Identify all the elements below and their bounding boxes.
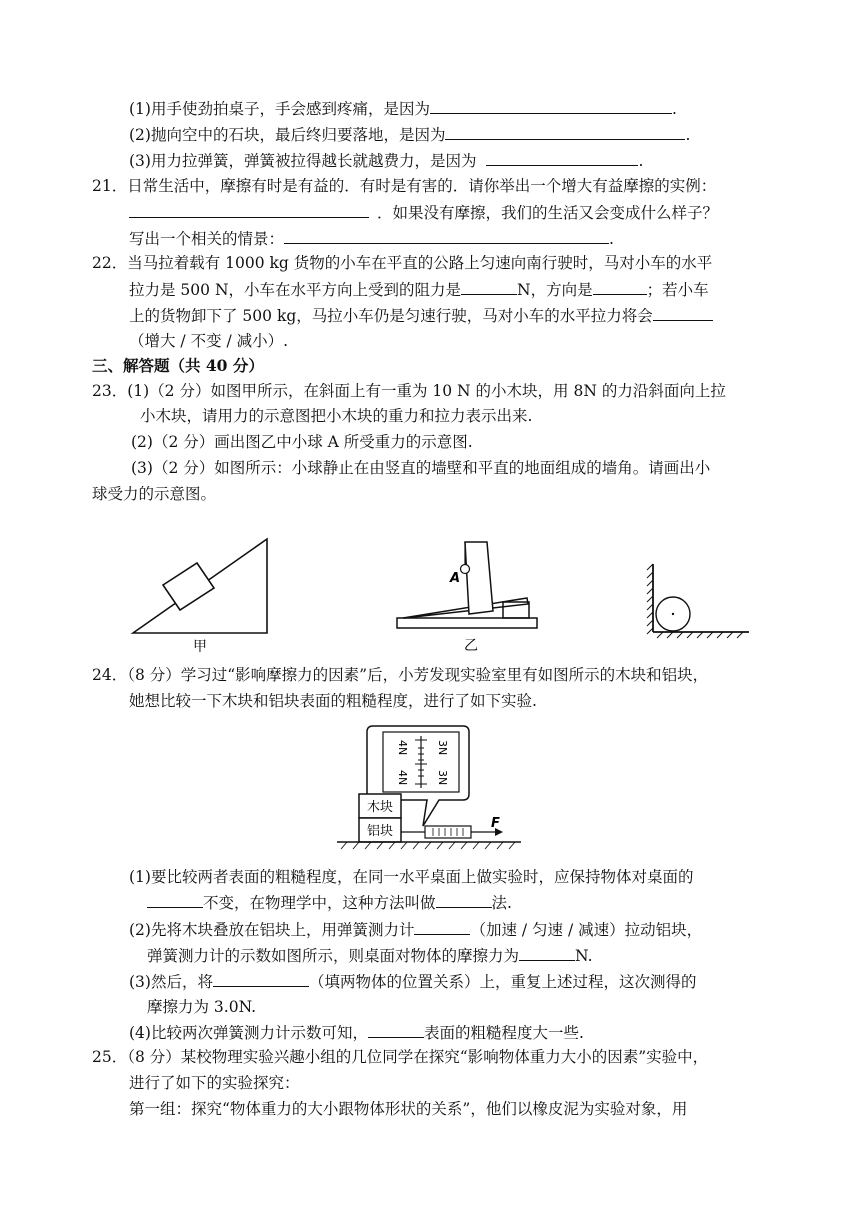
q24-line-1: 24．（8 分）学习过“影响摩擦力的因素”后，小芳发现实验室里有如图所示的木块和铝块， xyxy=(92,666,709,684)
zoom-label-4n-top: 4N xyxy=(396,740,409,756)
wall-hatching xyxy=(647,564,653,634)
q24-p2-line-2: 弹簧测力计的示数如图所示，则桌面对物体的摩擦力为 N. xyxy=(147,947,593,965)
base-board xyxy=(397,618,537,628)
q23-line-4: (3)（2 分）如图所示：小球静止在由竖直的墙壁和平直的地面组成的墙角。请画出小 xyxy=(131,459,711,477)
q23-line-5: 球受力的示意图。 xyxy=(92,485,217,503)
answer-blank[interactable] xyxy=(430,98,672,114)
answer-blank[interactable] xyxy=(593,279,647,295)
q20-line-3: (3)用力拉弹簧，弹簧被拉得越长就越费力，是因为 . xyxy=(129,152,644,170)
q23-line-1: 23．(1)（2 分）如图甲所示，在斜面上有一重为 10 N 的小木块，用 8N 的力沿斜面向上拉 xyxy=(92,382,726,400)
answer-blank[interactable] xyxy=(445,124,685,140)
q24-p2-line-1: (2)先将木块叠放在铝块上，用弹簧测力计 （加速 / 匀速 / 减速）拉动铝块， xyxy=(129,921,703,939)
q24-p4-line-1: (4)比较两次弹簧测力计示数可知， 表面的粗糙程度大一些. xyxy=(129,1024,584,1042)
q22-line-3: 上的货物卸下了 500 kg，马拉小车仍是匀速行驶，马对小车的水平拉力将会 xyxy=(129,305,713,326)
label-wood: 木块 xyxy=(366,800,394,815)
q24-p1-line-1: (1)要比较两者表面的粗糙程度，在同一水平桌面上做实验时，应保持物体对桌面的 xyxy=(129,868,694,886)
q24-p3-line-1: (3)然后，将 （填两物体的位置关系）上，重复上述过程，这次测得的 xyxy=(129,973,697,991)
q24-p1-line-2: 不变，在物理学中，这种方法叫做 法. xyxy=(147,892,512,913)
q22-line-1: 22．当马拉着载有 1000 kg 货物的小车在平直的公路上匀速向南行驶时，马对小车的水平 xyxy=(92,254,713,272)
ball-a xyxy=(461,565,470,574)
answer-blank[interactable] xyxy=(414,919,470,935)
answer-blank[interactable] xyxy=(653,305,713,321)
label-aluminum: 铝块 xyxy=(366,824,394,839)
q23-line-2: 小木块，请用力的示意图把小木块的重力和拉力表示出来. xyxy=(140,407,533,425)
zoom-label-3n-top: 3N xyxy=(436,740,449,756)
q21-line-3: 写出一个相关的情景： . xyxy=(129,230,614,248)
figure-jia-incline xyxy=(125,535,285,655)
q21-line-2: ．如果没有摩擦，我们的生活又会变成什么样子？ xyxy=(129,202,718,223)
answer-blank[interactable] xyxy=(129,202,369,218)
wooden-block xyxy=(163,563,214,610)
q20-line-1: (1)用手使劲拍桌子，手会感到疼痛，是因为 . xyxy=(129,100,677,118)
q24-p3-line-2: 摩擦力为 3.0N. xyxy=(147,998,257,1016)
label-force-f: F xyxy=(491,816,500,831)
section-title: 三、解答题（共 40 分） xyxy=(92,356,264,375)
q20-line-2: (2)抛向空中的石块，最后终归要落地，是因为 . xyxy=(129,126,691,144)
answer-blank[interactable] xyxy=(519,945,575,961)
fig-label-jia: 甲 xyxy=(193,639,207,655)
figure-yi-plank xyxy=(395,540,545,655)
table-hatching xyxy=(341,842,515,849)
answer-blank[interactable] xyxy=(213,971,309,987)
tilted-plank xyxy=(403,598,528,618)
answer-blank[interactable] xyxy=(436,892,492,908)
q25-line-3: 第一组：探究“物体重力的大小跟物体形状的关系”，他们以橡皮泥为实验对象，用 xyxy=(129,1100,688,1118)
zoom-label-3n-bottom: 3N xyxy=(436,770,449,786)
answer-blank[interactable] xyxy=(284,228,609,244)
fig-label-yi: 乙 xyxy=(464,638,478,654)
figure-spring-scale xyxy=(335,722,525,854)
q24-line-2: 她想比较一下木块和铝块表面的粗糙程度，进行了如下实验. xyxy=(129,692,537,710)
q22-line-2: 拉力是 500 N，小车在水平方向上受到的阻力是 N，方向是 ；若小车 xyxy=(129,281,709,299)
q22-line-4: （增大 / 不变 / 减小）. xyxy=(129,332,289,350)
q25-line-2: 进行了如下的实验探究： xyxy=(129,1074,300,1092)
figure-wall-corner xyxy=(645,562,755,642)
upright-box xyxy=(465,542,493,614)
fig-label-a: A xyxy=(450,571,461,586)
answer-blank[interactable] xyxy=(147,892,203,908)
spring-scale-body xyxy=(425,826,471,838)
q23-line-3: (2)（2 分）画出图乙中小球 A 所受重力的示意图. xyxy=(131,433,473,451)
q21-line-1: 21．日常生活中，摩擦有时是有益的．有时是有害的．请你举出一个增大有益摩擦的实例： xyxy=(92,177,717,195)
answer-blank[interactable] xyxy=(461,279,517,295)
q25-line-1: 25．（8 分）某校物理实验兴趣小组的几位同学在探究“影响物体重力大小的因素”实验中， xyxy=(92,1048,709,1066)
answer-blank[interactable] xyxy=(368,1022,424,1038)
zoom-label-4n-bottom: 4N xyxy=(396,770,409,786)
answer-blank[interactable] xyxy=(486,150,638,166)
floor-hatching xyxy=(657,632,743,638)
